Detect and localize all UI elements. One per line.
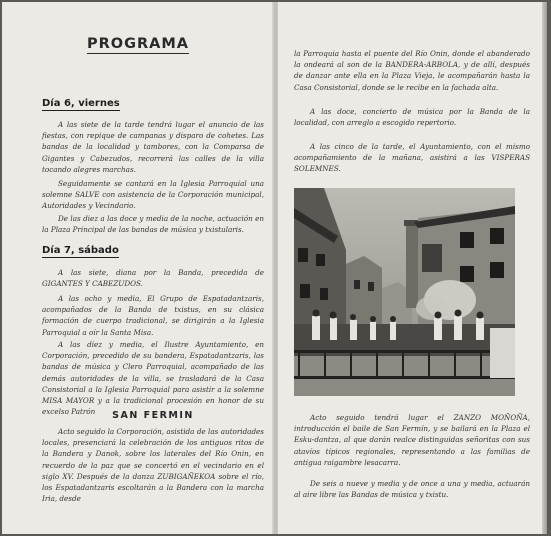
paragraph-noon-concert: A las doce, concierto de música por la Banda de la localidad, con arreglo a escogido repertorio. [294,107,530,128]
paragraph-san-fermin-rites: Acto seguido la Corporación, asistida de las autoridades locales, presenciará la celebración de los antiguos ritos de la Bandera y Danok, sobre los laterales del Río Onin, en recuerdo de la paz que se concertó en el vecindario en el siglo XV. Después de la danza ZUBIGAÑEKOA sobre el río, los Espatadantzaris escoltarán a la Bandera con la marcha Iria, desde [42,427,264,504]
section-heading-san-fermin: SAN FERMIN [112,410,194,421]
left-page [2,2,274,534]
day-heading-friday: Día 6, viernes [42,98,120,109]
village-square-photo [294,188,515,396]
paragraph-saturday-diana: A las siete, diana por la Banda, precedida de GIGANTES Y CABEZUDOS. [42,268,264,289]
paragraph-friday-announcement: A las siete de la tarde tendrá lugar el anuncio de las fiestas, con repique de campanas y disparo de cohetes. Las bandas de la localidad y tambores, con la Comparsa de Gigantes y Cabezudos, recorrerá las calles de la villa tocando alegres marchas. [42,120,264,174]
right-page [278,2,547,534]
paragraph-friday-salve: Seguidamente se cantará en la Iglesia Parroquial una solemne SALVE con asistencia de la Corporación municipal, Autoridades y Vecindario. [42,179,264,211]
day-heading-saturday: Día 7, sábado [42,245,119,256]
paragraph-friday-night: De las diez a las doce y media de la noche, actuación en la Plaza Principal de las bandas de música y txistularis. [42,214,264,235]
page-title: PROGRAMA [86,36,190,52]
paragraph-zanzo-monona: Acto seguido tendrá lugar el ZANZO MOÑOÑA, introducción el baile de San Fermín, y se bailará en la Plaza el Esku-dantza, al que darán realce distinguidas señoritas con sus atavíos típicos regionales, representando a las familias de antigua raigambre lesacarra. [294,413,530,467]
paragraph-continuation: la Parroquia hasta el puente del Río Onin, donde el abanderado la ondeará al son de la BANDERA-ARBOLA, y de allí, después de danzar ante ella en la Plaza Vieja, le acompañarán hasta la Casa Consistorial, donde se le recibe en la fachada alta. [294,49,530,92]
page-edge [542,2,547,534]
paragraph-evening-bands: De seis a nueve y media y de once a una y media, actuarán al aire libre las Bandas de música y txistu. [294,479,530,500]
paragraph-saturday-procession: A las diez y media, el Ilustre Ayuntamiento, en Corporación, precedido de su bandera, Espatadantzaris, las bandas de música y Clero Parroquial, acompañado de las demás autoridades de la villa, se trasladará de la Casa Consistorial a la Iglesia Parroquial para asistir a la solemne MISA MAYOR y a la tradicional procesión en honor de su excelso Patrón [42,340,264,417]
paragraph-saturday-mass: A las ocho y media, El Grupo de Espatadantzaris, acompañados de la Banda de txistus, en su clásica formación de cuerpo tradicional, se dirigirán a la Iglesia Parroquial a oír la Santa Misa. [42,294,264,337]
paragraph-vespers: A las cinco de la tarde, el Ayuntamiento, con el mismo acompañamiento de la mañana, asistirá a las VISPERAS SOLEMNES. [294,142,530,174]
booklet-spread [2,2,547,534]
